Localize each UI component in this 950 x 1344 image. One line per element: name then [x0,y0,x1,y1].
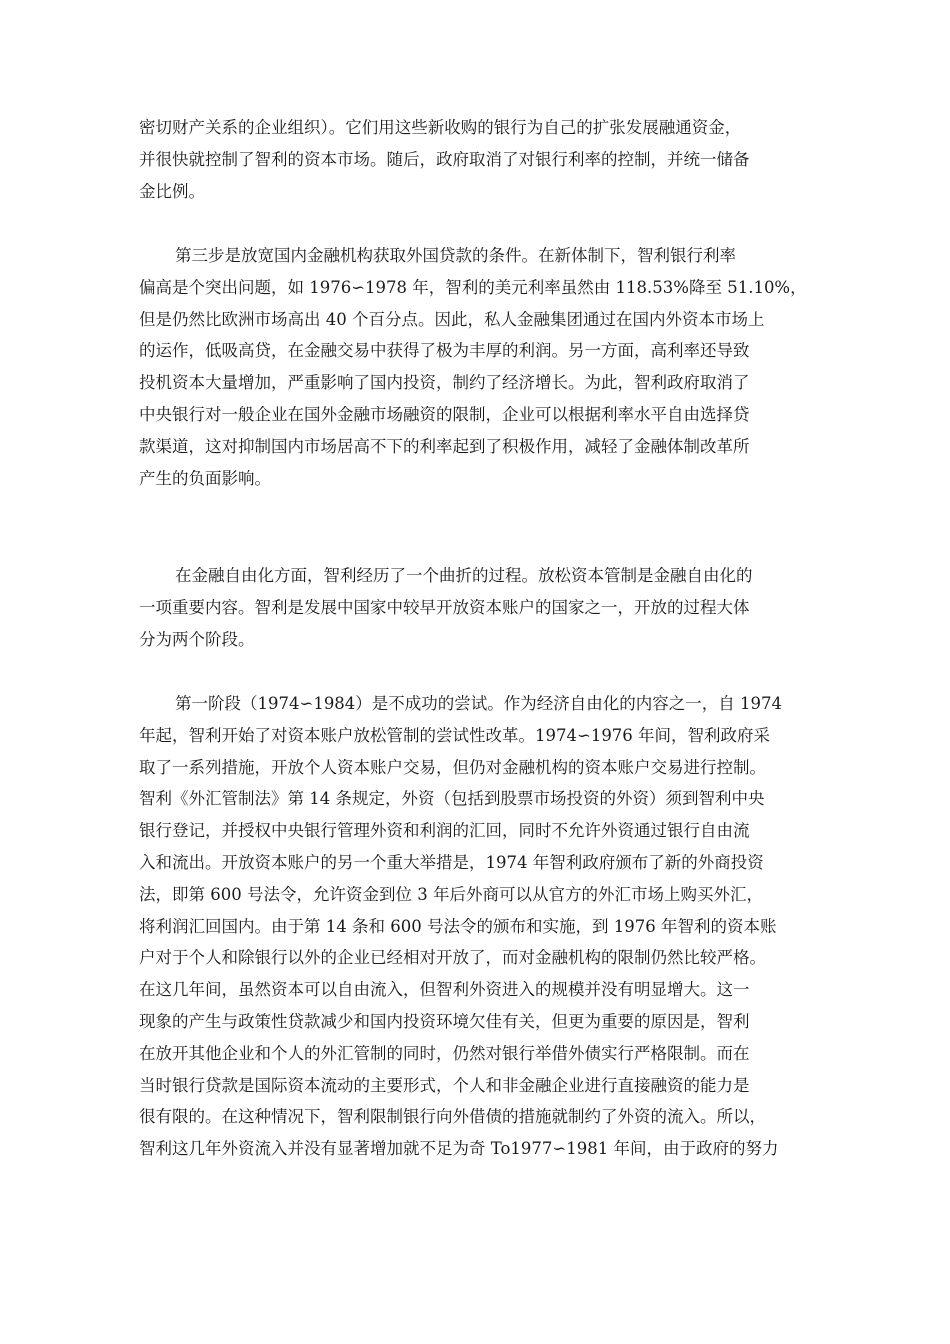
paragraph-line: 银行登记，并授权中央银行管理外资和利润的汇回，同时不允许外资通过银行自由流 [139,821,750,841]
paragraph-line: 偏高是个突出问题，如 1976∽1978 年，智利的美元利率虽然由 118.53%降至 51.10%， [139,277,807,297]
paragraph-line: 将利润汇回国内。由于第 14 条和 600 号法令的颁布和实施，到 1976 年智利的资本账 [139,916,777,936]
paragraph-line: 的运作，低吸高贷，在金融交易中获得了极为丰厚的利润。另一方面，高利率还导致 [139,341,750,361]
paragraph-line: 入和流出。开放资本账户的另一个重大举措是，1974 年智利政府颁布了新的外商投资 [139,852,764,872]
paragraph-line: 智利这几年外资流入并没有显著增加就不足为奇 To1977∽1981 年间，由于政府的努力 [139,1139,779,1159]
paragraph-line: 产生的负面影响。 [139,468,271,488]
paragraph-line: 在放开其他企业和个人的外汇管制的同时，仍然对银行举借外债实行严格限制。而在 [139,1043,750,1063]
paragraph-line: 在金融自由化方面，智利经历了一个曲折的过程。放松资本管制是金融自由化的 [175,566,753,585]
paragraph-line: 现象的产生与政策性贷款减少和国内投资环境欠佳有关，但更为重要的原因是，智利 [139,1011,750,1031]
paragraph-1 [139,112,829,207]
paragraph-line: 一项重要内容。智利是发展中国家中较早开放资本账户的国家之一，开放的过程大体 [139,597,750,617]
paragraph-line: 取了一系列措施，开放个人资本账户交易，但仍对金融机构的资本账户交易进行控制。 [139,757,766,777]
paragraph-line: 但是仍然比欧洲市场高出 40 个百分点。因此，私人金融集团通过在国内外资本市场上 [139,309,765,329]
paragraph-line: 金比例。 [139,181,205,201]
paragraph-line: 户对于个人和除银行以外的企业已经相对开放了，而对金融机构的限制仍然比较严格。 [139,948,766,968]
paragraph-line: 第一阶段（1974∽1984）是不成功的尝试。作为经济自由化的内容之一，自 1974 [175,694,783,713]
paragraph-line: 款渠道，这对抑制国内市场居高不下的利率起到了积极作用，减轻了金融体制改革所 [139,436,750,456]
paragraph-line: 年起，智利开始了对资本账户放松管制的尝试性改革。1974∽1976 年间，智利政府采 [139,725,771,745]
paragraph-2 [139,240,829,494]
paragraph-line: 当时银行贷款是国际资本流动的主要形式，个人和非金融企业进行直接融资的能力是 [139,1075,750,1095]
paragraph-3 [139,560,829,655]
paragraph-line: 中央银行对一般企业在国外金融市场融资的限制，企业可以根据利率水平自由选择贷 [139,404,750,424]
paragraph-line: 很有限的。在这种情况下，智利限制银行向外借债的措施就制约了外资的流入。所以， [139,1107,766,1127]
paragraph-line: 并很快就控制了智利的资本市场。随后，政府取消了对银行利率的控制，并统一储备 [139,149,750,169]
paragraph-line: 分为两个阶段。 [139,629,255,649]
paragraph-line: 智利《外汇管制法》第 14 条规定，外资（包括到股票市场投资的外资）须到智利中央 [139,789,765,809]
paragraph-line: 在这几年间，虽然资本可以自由流入，但智利外资进入的规模并没有明显增大。这一 [139,980,750,1000]
paragraph-line: 密切财产关系的企业组织）。它们用这些新收购的银行为自己的扩张发展融通资金， [139,118,742,137]
paragraph-line: 法，即第 600 号法令，允许资金到位 3 年后外商可以从官方的外汇市场上购买外汇， [139,884,763,904]
paragraph-line: 投机资本大量增加，严重影响了国内投资，制约了经济增长。为此，智利政府取消了 [139,373,750,393]
paragraph-4 [139,688,829,1165]
paragraph-line: 第三步是放宽国内金融机构获取外国贷款的条件。在新体制下，智利银行利率 [175,246,736,265]
